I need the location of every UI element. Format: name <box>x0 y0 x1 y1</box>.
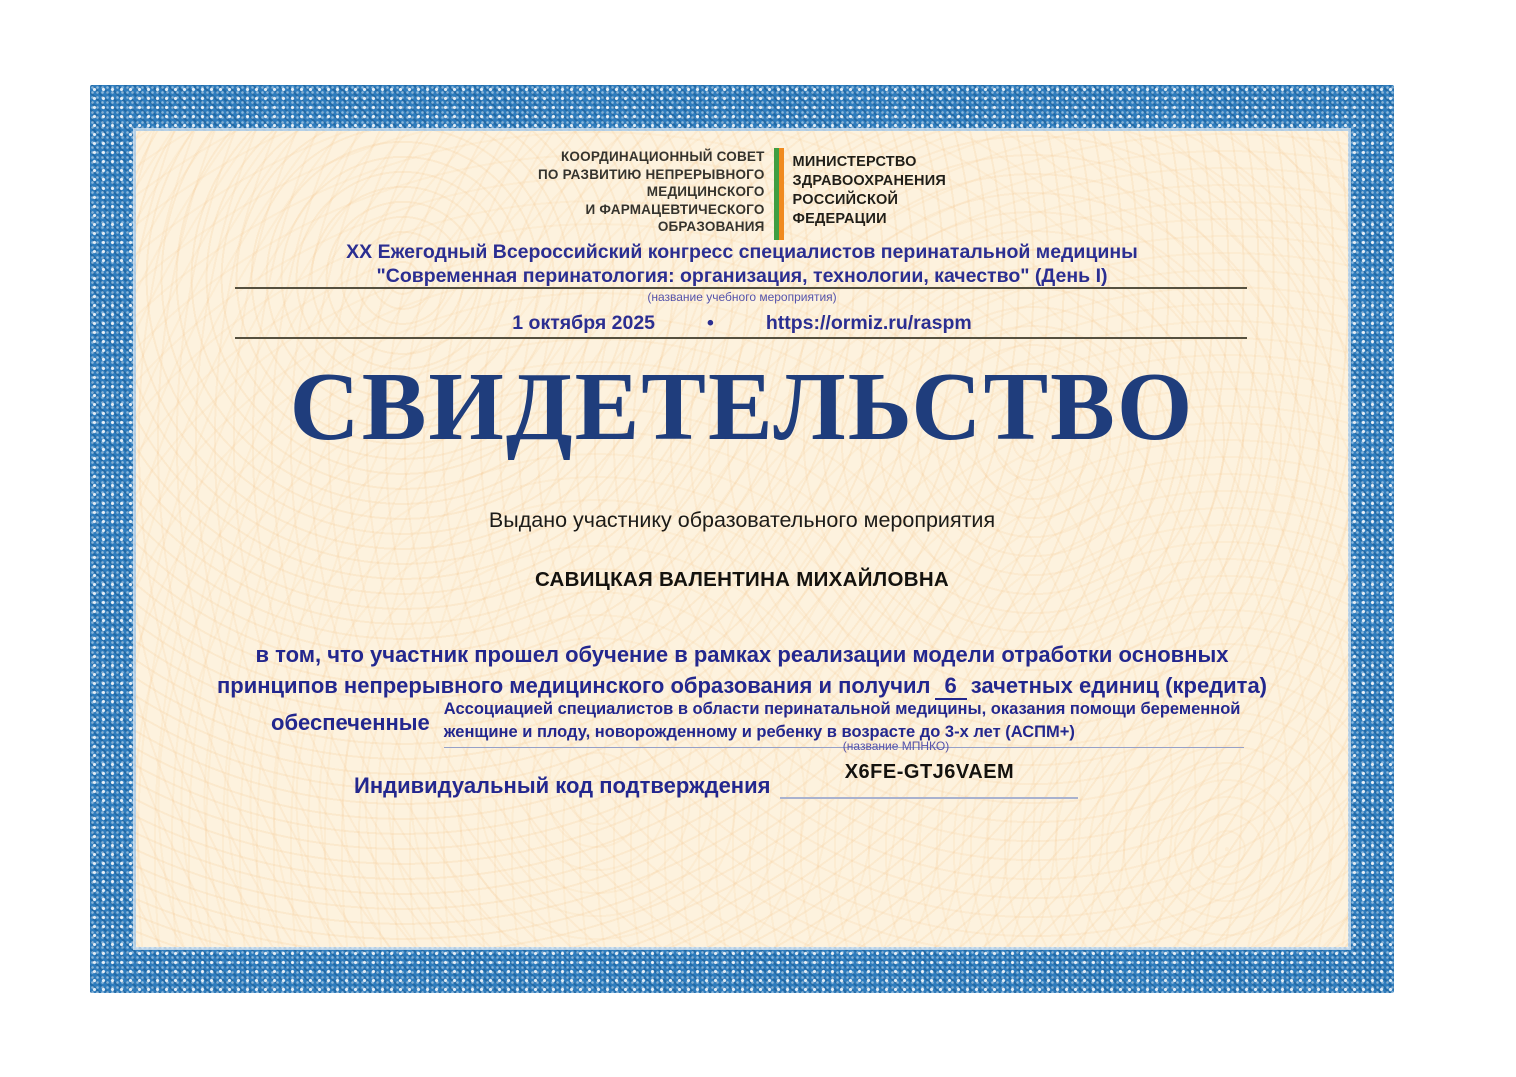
event-title-underline <box>235 287 1247 289</box>
ministry-line: ЗДРАВООХРАНЕНИЯ <box>792 173 946 189</box>
council-name <box>538 148 765 236</box>
ministry-line: РОССИЙСКОЙ <box>792 192 899 208</box>
confirmation-code-value: X6FE-GTJ6VAEM <box>844 761 1015 783</box>
header-divider-stripes <box>774 148 784 240</box>
council-line: КООРДИНАЦИОННЫЙ СОВЕТ <box>560 149 765 164</box>
bullet-separator: • <box>707 312 714 334</box>
association-caption: (название МПНКО) <box>842 739 950 753</box>
event-title-line2: "Современная перинатология: организация, технологии, качество" (День I) <box>376 265 1108 287</box>
participant-name: САВИЦКАЯ ВАЛЕНТИНА МИХАЙЛОВНА <box>534 568 950 591</box>
date-row-underline <box>235 337 1247 339</box>
org-header <box>136 148 1348 240</box>
ministry-line: ФЕДЕРАЦИИ <box>792 211 887 227</box>
event-title <box>136 240 1348 288</box>
event-date-row <box>136 312 1348 335</box>
orange-stripe <box>779 148 784 240</box>
issued-to-label: Выдано участнику образовательного мероприятия <box>488 508 996 532</box>
council-line: ОБРАЗОВАНИЯ <box>657 219 765 234</box>
certificate-body <box>136 131 1348 947</box>
event-url: https://ormiz.ru/raspm <box>765 312 972 334</box>
council-line: ПО РАЗВИТИЮ НЕПРЕРЫВНОГО <box>538 166 765 182</box>
body-line2-after: зачетных единиц (кредита) <box>970 673 1268 698</box>
confirmation-code-row <box>354 761 1078 799</box>
provided-by-label: обеспеченные <box>271 710 430 735</box>
body-line1: в том, что участник прошел обучение в рамках реализации модели отработки основных <box>255 642 1229 667</box>
certificate <box>90 85 1394 993</box>
event-date: 1 октября 2025 <box>512 312 656 334</box>
certificate-title: СВИДЕТЕЛЬСТВО <box>289 353 1195 460</box>
credits-value: 6 <box>935 674 967 700</box>
guilloche-border <box>90 85 1394 993</box>
body-paragraph <box>172 639 1312 701</box>
association-name: Ассоциацией специалистов в области перинатальной медицины, оказания помощи беременной женщине и плоду, новорожденному и ребенку в возрасте до 3-х лет (АСПМ+) <box>444 698 1244 748</box>
event-title-caption: (название учебного мероприятия) <box>647 290 837 304</box>
event-title-line1: XX Ежегодный Всероссийский конгресс специалистов перинатальной медицины <box>346 241 1138 263</box>
confirmation-code-line <box>780 761 1078 799</box>
council-line: И ФАРМАЦЕВТИЧЕСКОГО <box>585 201 765 217</box>
ministry-name <box>793 148 946 229</box>
council-line: МЕДИЦИНСКОГО <box>646 184 765 199</box>
confirmation-code-label: Индивидуальный код подтверждения <box>354 773 771 798</box>
ministry-line: МИНИСТЕРСТВО <box>792 154 917 170</box>
body-line2-before: принципов непрерывного медицинского образования и получил <box>216 673 931 698</box>
